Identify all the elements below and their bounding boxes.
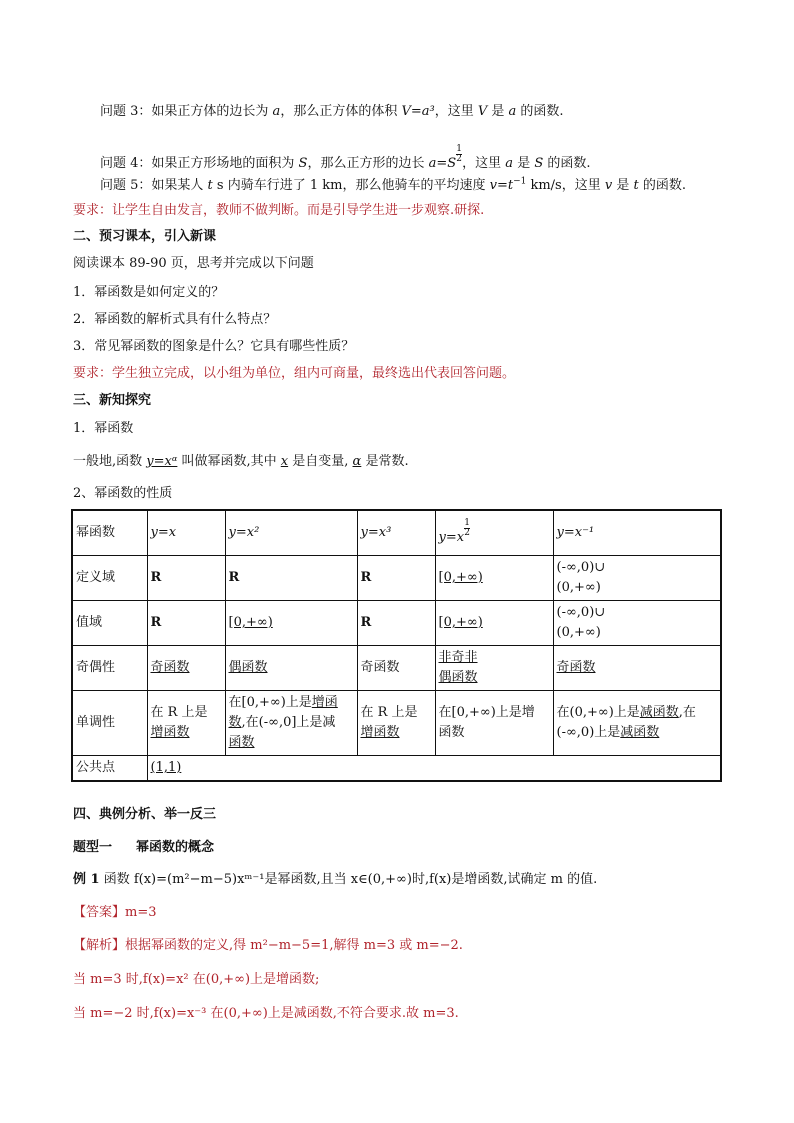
question-1: 1．幂函数是如何定义的？: [73, 285, 225, 300]
type-1-label: 题型一: [73, 840, 113, 855]
case-m-equals-neg2: 当 m=−2 时,f(x)=x⁻³ 在(0,+∞)上是减函数,不符合要求.故 m=3.: [73, 1006, 459, 1021]
parity-cell: 奇函数: [147, 646, 225, 691]
definition-mid: 叫做幂函数,其中: [177, 454, 281, 469]
exponent-half: $\frac{1}{2}$: [456, 144, 463, 164]
mono-cell: 在(0,+∞)上是减函数,在 (-∞,0)上是减函数: [553, 691, 721, 756]
question-2: 2．幂函数的解析式具有什么特点？: [73, 312, 277, 327]
domain-cell: R: [357, 556, 435, 601]
section-4-title: 四、典例分析、举一反三: [73, 807, 217, 822]
problem-4-end: 的函数.: [543, 156, 591, 171]
common-point-cell: (1,1): [147, 756, 721, 782]
section-2-title: 二、预习课本，引入新课: [73, 229, 217, 244]
problem-3-tail2: 是: [487, 104, 509, 119]
problem-4: [100, 145, 591, 173]
row-header-common-point: 公共点: [72, 756, 147, 782]
row-header-function: 幂函数: [72, 510, 147, 556]
var-s: S: [298, 156, 308, 171]
parity-cell: 奇函数: [553, 646, 721, 691]
row-header-domain: 定义域: [72, 556, 147, 601]
section-3-sub1: 1．幂函数: [73, 421, 134, 436]
volume-formula: V=a³: [401, 104, 435, 119]
var-x: x: [280, 454, 289, 469]
table-row: [72, 556, 721, 601]
func-cell: y=x⁻¹: [553, 510, 721, 556]
var-alpha: α: [352, 454, 362, 469]
section-2-intro: 阅读课本 89-90 页，思考并完成以下问题: [73, 256, 314, 271]
definition-end: 是常数.: [361, 454, 409, 469]
parity-cell: 非奇非 偶函数: [435, 646, 553, 691]
type-1: [73, 839, 214, 857]
example-1: [73, 871, 597, 889]
row-header-parity: 奇偶性: [72, 646, 147, 691]
var-s2: S: [534, 156, 544, 171]
problem-5: [100, 177, 686, 195]
range-cell: [0,+∞): [435, 601, 553, 646]
case-m-equals-3: 当 m=3 时,f(x)=x² 在(0,+∞)上是增函数;: [73, 972, 320, 987]
type-1-title: 幂函数的概念: [136, 840, 215, 855]
problem-3-tail: ，这里: [434, 104, 478, 119]
range-cell: R: [147, 601, 225, 646]
table-row: [72, 756, 721, 782]
domain-cell: [0,+∞): [435, 556, 553, 601]
range-cell: [0,+∞): [225, 601, 357, 646]
row-header-range: 值域: [72, 601, 147, 646]
problem-4-tail: ，这里: [462, 156, 506, 171]
parity-cell: 偶函数: [225, 646, 357, 691]
range-cell: (-∞,0)∪ (0,+∞): [553, 601, 721, 646]
func-cell: y=x²: [225, 510, 357, 556]
problem-4-lead: 问题 4：如果正方形场地的面积为: [100, 156, 299, 171]
problem-5-end: 的函数.: [638, 178, 686, 193]
example-1-label: 例 1: [73, 872, 100, 887]
requirement-1: 要求：让学生自由发言，教师不做判断。而是引导学生进一步观察.研探.: [73, 203, 485, 218]
domain-cell: R: [147, 556, 225, 601]
requirement-2: 要求：学生独立完成，以小组为单位，组内可商量，最终选出代表回答问题。: [73, 366, 516, 381]
var-t2: t: [633, 178, 639, 193]
exponent-neg1: −1: [513, 176, 527, 187]
definition-lead: 一般地,函数: [73, 454, 147, 469]
func-cell: y=x³: [357, 510, 435, 556]
power-function-properties-table: [71, 509, 722, 782]
mono-cell: 在[0,+∞)上是增函 数,在(-∞,0]上是减 函数: [225, 691, 357, 756]
example-1-text: 函数 f(x)=(m²−m−5)xᵐ⁻¹是幂函数,且当 x∈(0,+∞)时,f(x)是增函数,试确定 m 的值.: [99, 872, 598, 887]
domain-cell: (-∞,0)∪ (0,+∞): [553, 556, 721, 601]
answer-tag: 【答案】: [73, 905, 126, 920]
section-3-sub2: 2、幂函数的性质: [73, 486, 173, 501]
problem-3-lead: 问题 3：如果正方体的边长为: [100, 104, 273, 119]
problem-5-lead: 问题 5：如果某人: [100, 178, 208, 193]
var-a3: a: [505, 156, 514, 171]
var-a: a: [272, 104, 281, 119]
problem-3-end: 的函数.: [516, 104, 564, 119]
question-3: 3．常见幂函数的图象是什么？它具有哪些性质？: [73, 339, 355, 354]
problem-5-tail: 是: [612, 178, 634, 193]
answer-value: m=3: [125, 905, 157, 920]
answer: [73, 904, 157, 922]
problem-4-tail2: 是: [513, 156, 535, 171]
func-cell: y=x: [147, 510, 225, 556]
definition: [73, 453, 409, 471]
domain-cell: R: [225, 556, 357, 601]
mono-cell: 在 R 上是 增函数: [357, 691, 435, 756]
speed-formula: v=t: [489, 178, 514, 193]
problem-5-unit: km/s，这里: [526, 178, 605, 193]
table-row: [72, 601, 721, 646]
table-row: [72, 691, 721, 756]
mono-cell: 在 R 上是 增函数: [147, 691, 225, 756]
problem-3-mid: ，那么正方体的体积: [280, 104, 402, 119]
section-3-title: 三、新知探究: [73, 393, 152, 408]
table-row: [72, 646, 721, 691]
problem-4-mid: ，那么正方形的边长: [307, 156, 429, 171]
var-v2: v: [604, 178, 613, 193]
var-a2: a: [508, 104, 517, 119]
range-cell: R: [357, 601, 435, 646]
problem-5-mid: s 内骑车行进了 1 km，那么他骑车的平均速度: [212, 178, 490, 193]
mono-cell: 在[0,+∞)上是增 函数: [435, 691, 553, 756]
parity-cell: 奇函数: [357, 646, 435, 691]
row-header-monotonicity: 单调性: [72, 691, 147, 756]
table-row: [72, 510, 721, 556]
definition-mid2: 是自变量,: [288, 454, 353, 469]
analysis: [73, 937, 463, 955]
problem-3: [100, 103, 564, 121]
func-cell: y=x $\frac{1}{2}$: [435, 510, 553, 556]
power-function-formula: y=xᵅ: [146, 454, 178, 469]
side-formula: a=S: [428, 156, 457, 171]
var-t: t: [207, 178, 213, 193]
analysis-text: 根据幂函数的定义,得 m²−m−5=1,解得 m=3 或 m=−2.: [125, 938, 463, 953]
var-v: V: [477, 104, 488, 119]
analysis-tag: 【解析】: [73, 938, 126, 953]
